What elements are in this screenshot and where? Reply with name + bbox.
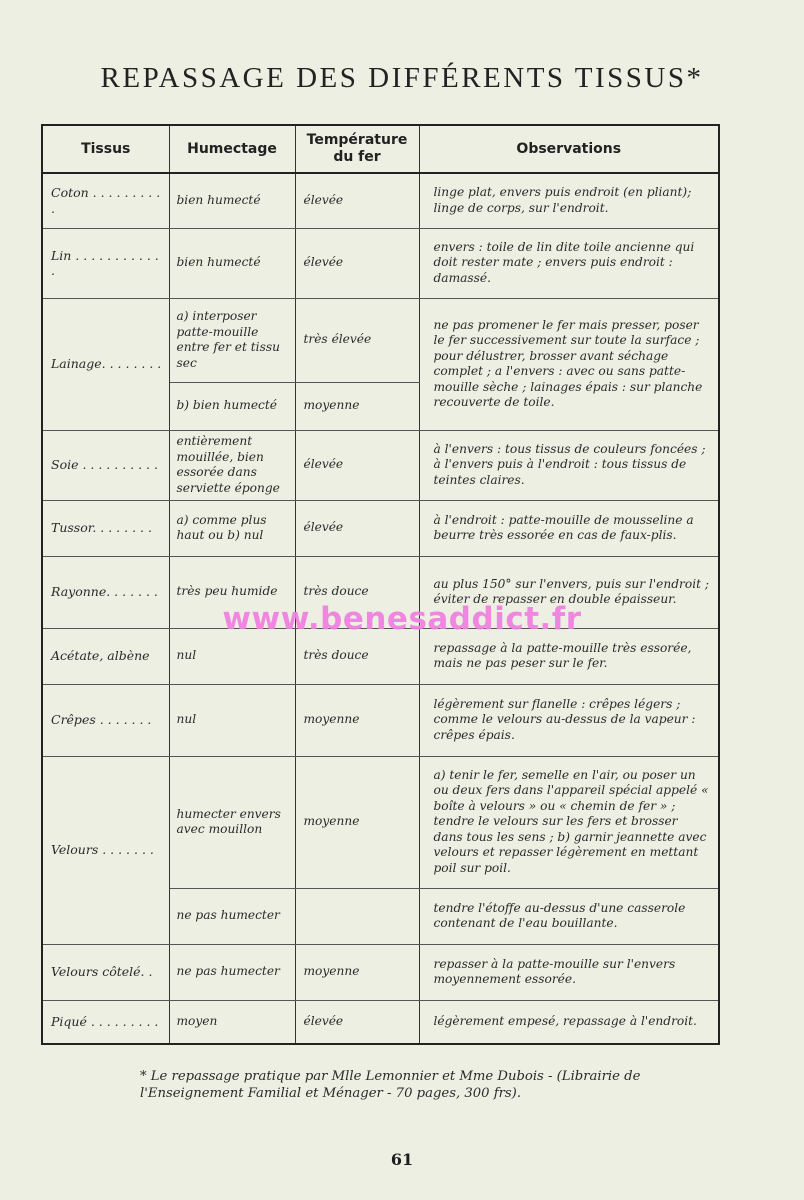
observations-cell: linge plat, envers puis endroit (en pliant); linge de corps, sur l'endroit. — [419, 173, 719, 228]
observations-cell: au plus 150° sur l'envers, puis sur l'endroit ; éviter de repasser en double épaisseur. — [419, 556, 719, 628]
observations-cell: à l'envers : tous tissus de couleurs foncées ; à l'envers puis à l'endroit : tous tissus de teintes claires. — [419, 430, 719, 500]
header-humectage: Humectage — [169, 125, 295, 173]
table-header-row — [42, 125, 719, 173]
temperature-cell: très douce — [295, 556, 419, 628]
fabric-name: Lainage. . . . . . . . — [42, 298, 169, 430]
table-row — [42, 228, 719, 298]
header-temperature: Température du fer — [295, 125, 419, 173]
watermark: www.benesaddict.fr — [222, 601, 582, 637]
fabric-name: Velours côtelé. . — [42, 944, 169, 1000]
temperature-cell: moyenne — [295, 756, 419, 888]
fabric-name: Soie . . . . . . . . . . — [42, 430, 169, 500]
humectage-cell: humecter envers avec mouillon — [169, 756, 295, 888]
humectage-cell: entièrement mouillée, bien essorée dans serviette éponge — [169, 430, 295, 500]
humectage-cell: bien humecté — [169, 173, 295, 228]
humectage-cell: b) bien humecté — [169, 382, 295, 430]
temperature-cell: très élevée — [295, 298, 419, 382]
header-tissus: Tissus — [42, 125, 169, 173]
fabric-name: Coton . . . . . . . . . . — [42, 173, 169, 228]
temperature-cell: élevée — [295, 228, 419, 298]
fabric-name: Acétate, albène — [42, 628, 169, 684]
humectage-cell: a) comme plus haut ou b) nul — [169, 500, 295, 556]
table-row — [42, 173, 719, 228]
footnote: * Le repassage pratique par Mlle Lemonnier et Mme Dubois - (Librairie de l'Enseignement Familial et Ménager - 70 pages, 300 frs). — [140, 1069, 641, 1101]
humectage-cell: nul — [169, 628, 295, 684]
temperature-cell: élevée — [295, 173, 419, 228]
page-number: 61 — [390, 1150, 414, 1169]
humectage-cell: ne pas humecter — [169, 944, 295, 1000]
header-observations: Observations — [419, 125, 719, 173]
table-row — [42, 684, 719, 756]
humectage-cell: ne pas humecter — [169, 888, 295, 944]
table-row — [42, 298, 719, 382]
observations-cell: ne pas promener le fer mais presser, poser le fer successivement sur toute la surface ; pour délustrer, brosser avant séchage complet ; a l'envers : avec ou sans patte-mouille sèche ; lainages épais : sur planche recouverte de toile. — [419, 298, 719, 430]
fabric-name: Rayonne. . . . . . . — [42, 556, 169, 628]
observations-cell: repassage à la patte-mouille très essorée, mais ne pas peser sur le fer. — [419, 628, 719, 684]
table-row — [42, 756, 719, 888]
temperature-cell: élevée — [295, 430, 419, 500]
page-title: REPASSAGE DES DIFFÉRENTS TISSUS* — [100, 62, 704, 94]
humectage-cell: moyen — [169, 1000, 295, 1044]
table-row — [42, 944, 719, 1000]
fabric-name: Crêpes . . . . . . . — [42, 684, 169, 756]
temperature-cell: moyenne — [295, 944, 419, 1000]
temperature-cell: élevée — [295, 500, 419, 556]
observations-cell: tendre l'étoffe au-dessus d'une casserole contenant de l'eau bouillante. — [419, 888, 719, 944]
table-row — [42, 430, 719, 500]
table-row — [42, 556, 719, 628]
temperature-cell: élevée — [295, 1000, 419, 1044]
temperature-cell: très douce — [295, 628, 419, 684]
observations-cell: repasser à la patte-mouille sur l'envers moyennement essorée. — [419, 944, 719, 1000]
humectage-cell: bien humecté — [169, 228, 295, 298]
temperature-cell: moyenne — [295, 382, 419, 430]
fabric-name: Piqué . . . . . . . . . — [42, 1000, 169, 1044]
table-row — [42, 500, 719, 556]
temperature-cell: moyenne — [295, 684, 419, 756]
ironing-table-container — [41, 124, 718, 1040]
fabric-name: Velours . . . . . . . — [42, 756, 169, 944]
observations-cell: légèrement empesé, repassage à l'endroit. — [419, 1000, 719, 1044]
observations-cell: a) tenir le fer, semelle en l'air, ou poser un ou deux fers dans l'appareil spécial appelé « boîte à velours » ou « chemin de fer » ; tendre le velours sur les fers et brosser dans tous les sens ; b) garnir jeannette avec velours et repasser légèrement en mettant poil sur poil. — [419, 756, 719, 888]
fabric-name: Tussor. . . . . . . . — [42, 500, 169, 556]
observations-cell: envers : toile de lin dite toile ancienne qui doit rester mate ; envers puis endroit : damassé. — [419, 228, 719, 298]
humectage-cell: nul — [169, 684, 295, 756]
humectage-cell: très peu humide — [169, 556, 295, 628]
humectage-cell: a) interposer patte-mouille entre fer et tissu sec — [169, 298, 295, 382]
fabric-name: Lin . . . . . . . . . . . . — [42, 228, 169, 298]
observations-cell: légèrement sur flanelle : crêpes légers ; comme le velours au-dessus de la vapeur : crêpes épais. — [419, 684, 719, 756]
observations-cell: à l'endroit : patte-mouille de mousseline a beurre très essorée en cas de faux-plis. — [419, 500, 719, 556]
table-row — [42, 1000, 719, 1044]
ironing-table — [41, 124, 720, 1045]
table-row — [42, 628, 719, 684]
temperature-cell — [295, 888, 419, 944]
